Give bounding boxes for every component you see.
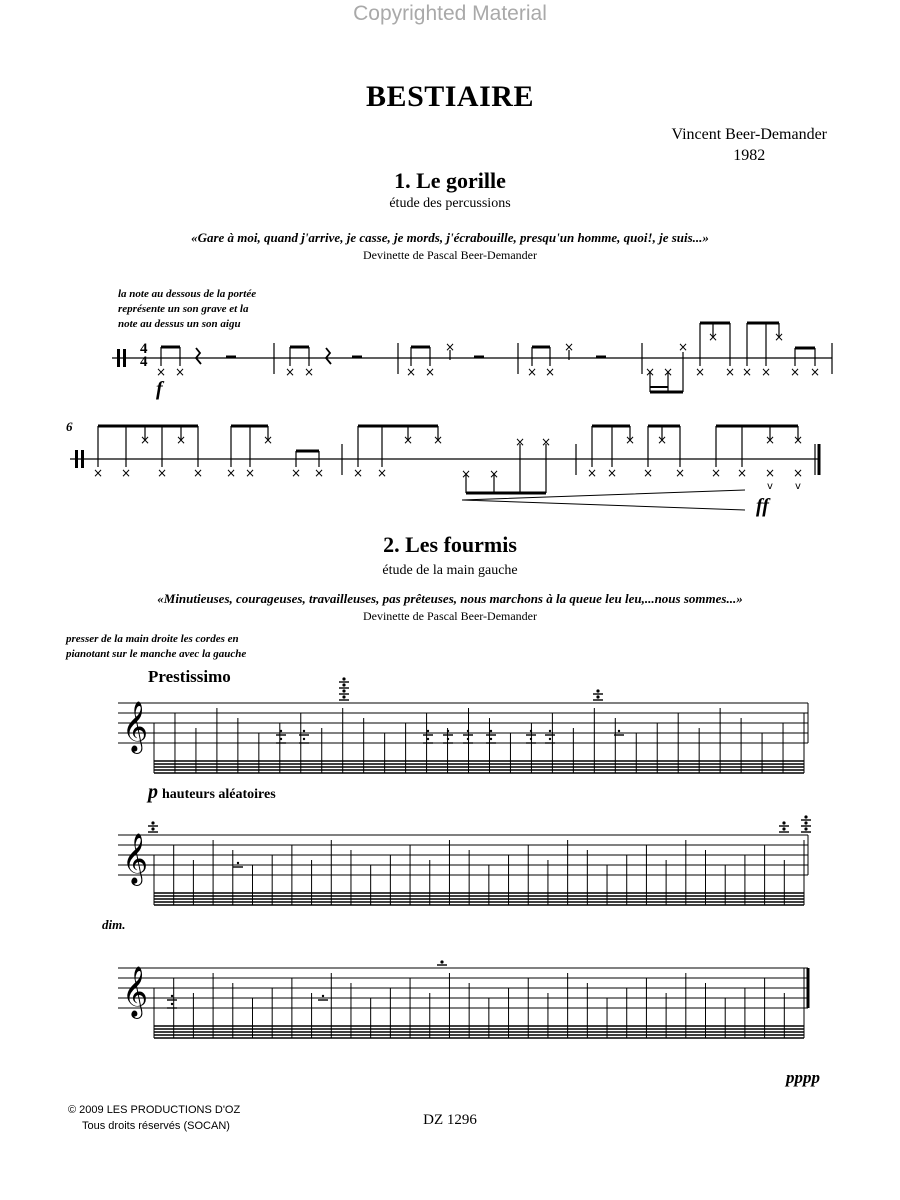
movement1-riddle: «Gare à moi, quand j'arrive, je casse, je mords, j'écrabouille, presqu'un homme, quoi!, je suis...» bbox=[191, 230, 709, 245]
movement1-riddle-credit: Devinette de Pascal Beer-Demander bbox=[362, 248, 537, 262]
notehead bbox=[490, 738, 492, 740]
x-notehead: × bbox=[760, 365, 772, 379]
x-notehead: × bbox=[741, 365, 753, 379]
diminuendo-marking: dim. bbox=[102, 917, 126, 932]
x-notehead: × bbox=[225, 466, 237, 480]
time-signature-top: 4 bbox=[140, 341, 148, 357]
notehead bbox=[303, 730, 305, 732]
movement2-subtitle: étude de la main gauche bbox=[382, 563, 518, 578]
notehead bbox=[280, 738, 282, 740]
x-notehead: × bbox=[303, 365, 315, 379]
beamed-notes bbox=[532, 347, 550, 366]
notehead bbox=[530, 738, 532, 740]
notehead bbox=[151, 827, 154, 830]
quarter-rest bbox=[326, 348, 331, 364]
notehead bbox=[596, 689, 599, 692]
beamed-notes bbox=[290, 347, 309, 366]
notehead bbox=[322, 995, 324, 997]
x-notehead: × bbox=[460, 467, 472, 481]
notehead bbox=[467, 738, 469, 740]
notehead bbox=[440, 960, 443, 963]
x-notehead: × bbox=[92, 466, 104, 480]
quarter-rest bbox=[196, 348, 201, 364]
notehead bbox=[342, 695, 345, 698]
x-notehead: × bbox=[376, 466, 388, 480]
notehead bbox=[342, 689, 345, 692]
instruction-line: pianotant sur le manche avec la gauche bbox=[66, 648, 247, 660]
x-notehead: × bbox=[677, 340, 689, 354]
notehead bbox=[303, 738, 305, 740]
x-notehead: × bbox=[773, 330, 785, 344]
x-notehead: × bbox=[290, 466, 302, 480]
composer-name: Vincent Beer-Demander bbox=[671, 126, 827, 143]
measure-number: 6 bbox=[66, 419, 73, 434]
movement2-riddle: «Minutieuses, courageuses, travailleuses, pas prêteuses, nous marchons à la queue leu leu,...nous sommes...» bbox=[157, 591, 743, 606]
time-signature-bottom: 4 bbox=[140, 354, 148, 370]
dynamic-forte: f bbox=[156, 378, 163, 400]
notehead bbox=[427, 730, 429, 732]
x-notehead: × bbox=[710, 466, 722, 480]
instruction-line: la note au dessous de la portée bbox=[118, 288, 257, 300]
x-notehead: × bbox=[192, 466, 204, 480]
percussion-clef-icon bbox=[75, 450, 78, 468]
x-notehead: × bbox=[809, 365, 821, 379]
copyright-line: Tous droits réservés (SOCAN) bbox=[82, 1120, 230, 1132]
instruction-line: note au dessus un son aigu bbox=[118, 318, 241, 330]
x-notehead: × bbox=[244, 466, 256, 480]
x-notehead: × bbox=[284, 365, 296, 379]
notehead bbox=[804, 827, 807, 830]
x-notehead: × bbox=[444, 340, 456, 354]
x-notehead: × bbox=[764, 433, 776, 447]
x-notehead: × bbox=[120, 466, 132, 480]
notehead bbox=[447, 738, 449, 740]
x-notehead: × bbox=[586, 466, 598, 480]
x-notehead: × bbox=[662, 365, 674, 379]
x-notehead: × bbox=[764, 466, 776, 480]
notehead bbox=[549, 730, 551, 732]
x-notehead: × bbox=[724, 365, 736, 379]
notehead bbox=[151, 821, 154, 824]
dynamic-fortissimo: ff bbox=[756, 495, 769, 517]
x-notehead: × bbox=[488, 467, 500, 481]
x-notehead: × bbox=[707, 330, 719, 344]
notehead bbox=[171, 1003, 173, 1005]
x-notehead: × bbox=[642, 466, 654, 480]
notehead bbox=[596, 695, 599, 698]
x-notehead: × bbox=[656, 433, 668, 447]
x-notehead: × bbox=[644, 365, 656, 379]
notehead bbox=[804, 815, 807, 818]
notehead bbox=[618, 730, 620, 732]
instruction-line: presser de la main droite les cordes en bbox=[66, 633, 239, 645]
treble-clef-icon: 𝄞 bbox=[122, 966, 149, 1017]
notehead bbox=[171, 995, 173, 997]
x-notehead: × bbox=[352, 466, 364, 480]
notehead bbox=[280, 730, 282, 732]
notehead bbox=[490, 730, 492, 732]
x-notehead: × bbox=[563, 340, 575, 354]
dynamic-pppp: pppp bbox=[786, 1068, 820, 1087]
x-notehead: × bbox=[175, 433, 187, 447]
accent-mark: v bbox=[767, 481, 773, 492]
notehead bbox=[342, 677, 345, 680]
notehead bbox=[804, 821, 807, 824]
x-notehead: × bbox=[526, 365, 538, 379]
percussion-clef-icon bbox=[117, 349, 120, 367]
x-notehead: × bbox=[792, 433, 804, 447]
x-notehead: × bbox=[139, 433, 151, 447]
x-notehead: × bbox=[402, 433, 414, 447]
dynamic-piano: p bbox=[148, 781, 158, 803]
x-notehead: × bbox=[544, 365, 556, 379]
movement2-title: 2. Les fourmis bbox=[383, 532, 517, 557]
accent-mark: v bbox=[795, 481, 801, 492]
x-notehead: × bbox=[174, 365, 186, 379]
x-notehead: × bbox=[792, 466, 804, 480]
notehead bbox=[447, 730, 449, 732]
x-notehead: × bbox=[674, 466, 686, 480]
notehead bbox=[782, 827, 785, 830]
time-signature bbox=[140, 343, 148, 369]
x-notehead: × bbox=[540, 435, 552, 449]
watermark: Copyrighted Material bbox=[353, 2, 547, 25]
x-notehead: × bbox=[424, 365, 436, 379]
notehead bbox=[549, 738, 551, 740]
composition-year: 1982 bbox=[733, 147, 766, 164]
x-notehead: × bbox=[313, 466, 325, 480]
movement2-riddle-credit: Devinette de Pascal Beer-Demander bbox=[362, 609, 537, 623]
x-notehead: × bbox=[156, 466, 168, 480]
notehead bbox=[530, 730, 532, 732]
x-notehead: × bbox=[694, 365, 706, 379]
dynamic-piano-block bbox=[148, 781, 276, 804]
notehead bbox=[237, 862, 239, 864]
movement1-title: 1. Le gorille bbox=[394, 168, 506, 193]
tempo-marking: Prestissimo bbox=[148, 667, 231, 686]
beamed-notes bbox=[411, 347, 430, 366]
instruction-line: représente un son grave et la bbox=[118, 303, 249, 315]
x-notehead: × bbox=[405, 365, 417, 379]
notehead bbox=[467, 730, 469, 732]
copyright-line: © 2009 LES PRODUCTIONS D'OZ bbox=[68, 1104, 241, 1116]
x-notehead: × bbox=[514, 435, 526, 449]
notehead bbox=[427, 738, 429, 740]
x-notehead: × bbox=[155, 365, 167, 379]
treble-clef-icon: 𝄞 bbox=[122, 701, 149, 752]
piece-title: BESTIAIRE bbox=[366, 80, 534, 113]
x-notehead: × bbox=[606, 466, 618, 480]
movement1-subtitle: étude des percussions bbox=[389, 196, 511, 211]
x-notehead: × bbox=[789, 365, 801, 379]
x-notehead: × bbox=[736, 466, 748, 480]
dynamic-text: hauteurs aléatoires bbox=[162, 787, 276, 802]
x-notehead: × bbox=[262, 433, 274, 447]
treble-clef-icon: 𝄞 bbox=[122, 833, 149, 884]
x-notehead: × bbox=[432, 433, 444, 447]
catalog-number: DZ 1296 bbox=[423, 1112, 477, 1128]
notehead bbox=[782, 821, 785, 824]
beamed-notes bbox=[161, 347, 180, 366]
notehead bbox=[342, 683, 345, 686]
x-notehead: × bbox=[624, 433, 636, 447]
